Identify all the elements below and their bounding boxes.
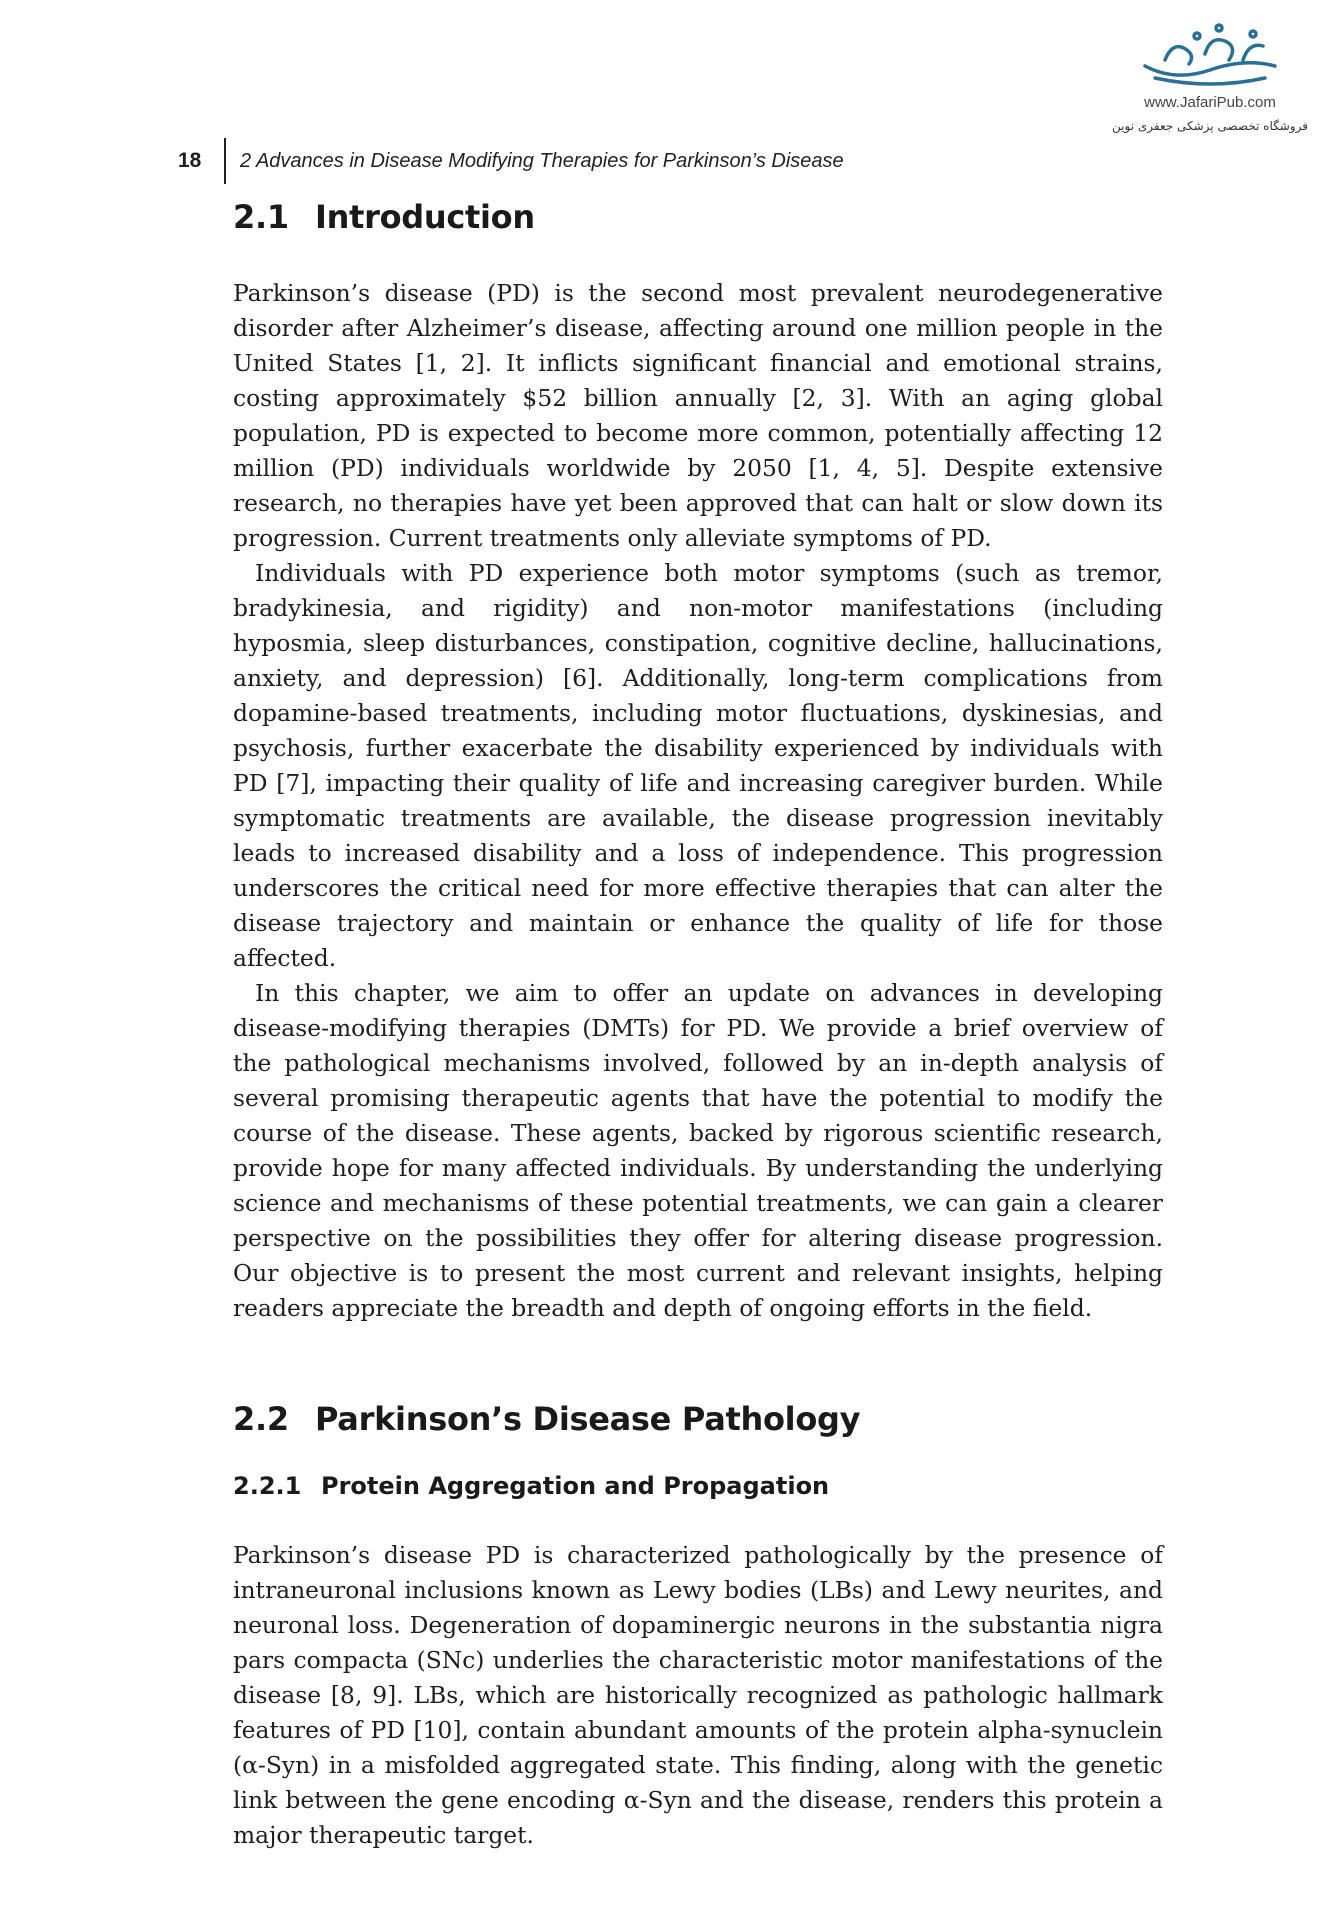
subsection-number: 2.2.1 [233,1472,302,1500]
chapter-title: 2 Advances in Disease Modifying Therapies for Parkinson’s Disease [240,149,844,172]
subsection-heading-protein-aggregation [233,1472,1163,1500]
section-number: 2.2 [233,1400,289,1438]
publisher-tagline: فروشگاه تخصصی پزشکی جعفری نوین [1112,119,1308,133]
section-title: Parkinson’s Disease Pathology [315,1400,861,1438]
paragraph: In this chapter, we aim to offer an update on advances in developing disease-modifying therapies (DMTs) for PD. We provide a brief overview of the pathological mechanisms involved, followed by an in-depth analysis of several promising therapeutic agents that have the potential to modify the course of the disease. These agents, backed by rigorous scientific research, provide hope for many affected individuals. By understanding the underlying science and mechanisms of these potential treatments, we can gain a clearer perspective on the possibilities they offer for altering disease progression. Our objective is to present the most current and relevant insights, helping readers appreciate the breadth and depth of ongoing efforts in the field. [233,979,1163,1322]
subsection-title: Protein Aggregation and Propagation [321,1472,830,1500]
page-content [233,198,1163,1853]
paragraph: Individuals with PD experience both motor symptoms (such as tremor, bradykinesia, and rigidity) and non-motor manifestations (including hyposmia, sleep disturbances, constipation, cognitive decline, hallucinations, anxiety, and depression) [6]. Additionally, long-term complications from dopamine-based treatments, including motor fluctuations, dyskinesias, and psychosis, further exacerbate the disability experienced by individuals with PD [7], impacting their quality of life and increasing caregiver burden. While symptomatic treatments are available, the disease progression inevitably leads to increased disability and a loss of independence. This progression underscores the critical need for more effective therapies that can alter the disease trajectory and maintain or enhance the quality of life for those affected. [233,559,1163,972]
paragraph: Parkinson’s disease PD is characterized pathologically by the presence of intraneuronal inclusions known as Lewy bodies (LBs) and Lewy neurites, and neuronal loss. Degeneration of dopaminergic neurons in the substantia nigra pars compacta (SNc) underlies the characteristic motor manifestations of the disease [8, 9]. LBs, which are historically recognized as pathologic hallmark features of PD [10], contain abundant amounts of the protein alpha-synuclein (α-Syn) in a misfolded aggregated state. This finding, along with the genetic link between the gene encoding α-Syn and the disease, renders this protein a major therapeutic target. [233,1541,1163,1849]
introduction-body [233,276,1163,1326]
section-heading-pathology [233,1400,1163,1438]
section-title: Introduction [315,198,535,236]
header-divider [224,138,226,184]
page-number: 18 [178,149,202,172]
section-heading-introduction [233,198,1163,236]
publisher-logo [1105,20,1315,160]
paragraph: Parkinson’s disease (PD) is the second most prevalent neurodegenerative disorder after Alzheimer’s disease, affecting around one million people in the United States [1, 2]. It inflicts significant financial and emotional strains, costing approximately $52 billion annually [2, 3]. With an aging global population, PD is expected to become more common, potentially affecting 12 million (PD) individuals worldwide by 2050 [1, 4, 5]. Despite extensive research, no therapies have yet been approved that can halt or slow down its progression. Current treatments only alleviate symptoms of PD. [233,279,1163,552]
section-number: 2.1 [233,198,289,236]
running-header [178,138,844,184]
protein-aggregation-body [233,1538,1163,1853]
publisher-url: www.JafariPub.com [1144,94,1276,111]
publisher-logo-icon [1135,20,1285,92]
